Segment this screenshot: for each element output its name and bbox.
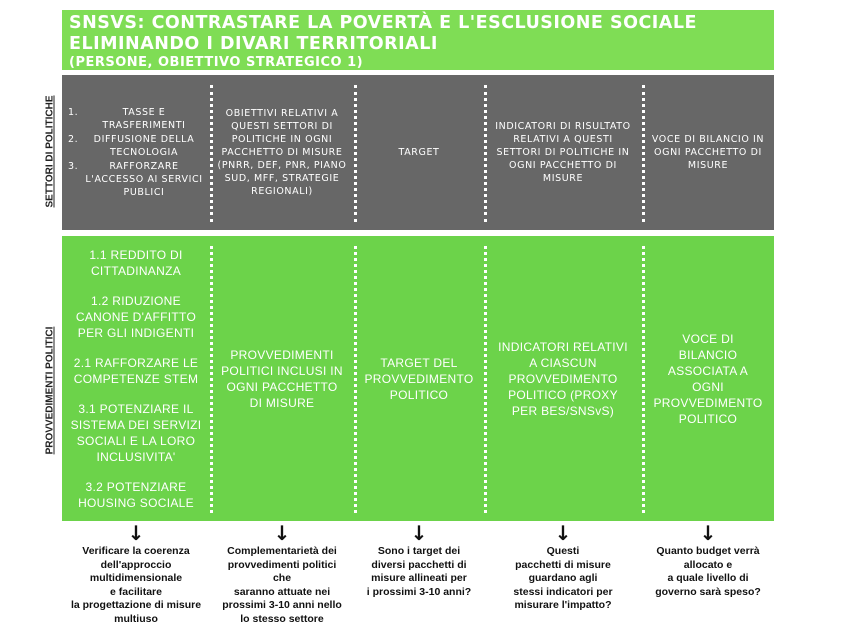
provision-target-text: TARGET DEL PROVVEDIMENTO POLITICO	[364, 355, 474, 402]
dotted-divider	[210, 85, 213, 222]
top-col-budget	[642, 75, 774, 230]
top-col-indicators	[484, 75, 642, 230]
dotted-divider	[484, 246, 487, 513]
arrow-down-icon: ↓	[699, 521, 717, 545]
top-col-target	[354, 75, 484, 230]
policy-measures-band	[62, 236, 774, 521]
footer-note: Complementarietà dei provvedimenti politici che saranno attuate nei prossimi 3-10 anni nello lo stesso settore	[222, 545, 342, 625]
footer-note: Questi pacchetti di misure guardano agli stessi indicatori per misurare l'impatto?	[513, 545, 613, 611]
measure-item: 1.2 RIDUZIONE CANONE D'AFFITTO PER GLI INDIGENTI	[75, 293, 197, 340]
top-col-sectors	[62, 75, 210, 230]
footer-col	[62, 523, 210, 633]
dotted-divider	[484, 85, 487, 222]
title-banner	[62, 10, 774, 70]
footer-questions	[62, 523, 774, 633]
footer-note: Verificare la coerenza dell'approccio multidimensionale e facilitare la progettazione di misure multiuso	[70, 545, 202, 625]
side-label-settori: SETTORI DI POLITICHE	[44, 95, 56, 208]
measure-item: 3.1 POTENZIARE IL SISTEMA DEI SERVIZI SOCIALI E LA LORO INCLUSIVITA'	[70, 401, 202, 464]
arrow-down-icon: ↓	[554, 521, 572, 545]
arrow-down-icon: ↓	[273, 521, 291, 545]
indicators-text: INDICATORI DI RISULTATO RELATIVI A QUESTI SETTORI DI POLITICHE IN OGNI PACCHETTO DI MISURE	[495, 121, 631, 184]
top-col-objectives	[210, 75, 354, 230]
measure-item: 1.1 REDDITO DI CITTADINANZA	[89, 247, 183, 278]
bottom-col-indicators	[484, 236, 642, 521]
bottom-col-measures	[62, 236, 210, 521]
target-text: TARGET	[398, 147, 440, 158]
footer-col	[484, 523, 642, 633]
bottom-col-budget	[642, 236, 774, 521]
provisions-text: PROVVEDIMENTI POLITICI INCLUSI IN OGNI PACCHETTO DI MISURE	[221, 347, 343, 410]
budget-text: VOCE DI BILANCIO IN OGNI PACCHETTO DI MISURE	[651, 134, 765, 171]
dotted-divider	[642, 85, 645, 222]
bottom-col-target	[354, 236, 484, 521]
dotted-divider	[354, 246, 357, 513]
title-line-3: (PERSONE, OBIETTIVO STRATEGICO 1)	[69, 55, 364, 70]
provision-budget-text: VOCE DI BILANCIO ASSOCIATA A OGNI PROVVEDIMENTO POLITICO	[653, 331, 763, 426]
dotted-divider	[642, 246, 645, 513]
footer-note: Quanto budget verrà allocato e a quale livello di governo sarà speso?	[655, 545, 761, 598]
footer-col	[210, 523, 354, 633]
sector-item: 3. RAFFORZARE L'ACCESSO AI SERVICI PUBLICI	[68, 160, 203, 198]
measure-item: 3.2 POTENZIARE HOUSING SOCIALE	[78, 479, 194, 510]
footer-note: Sono i target dei diversi pacchetti di misure allineati per i prossimi 3-10 anni?	[366, 545, 472, 598]
sector-item: 1. TASSE E TRASFERIMENTI	[68, 106, 186, 131]
provision-indicators-text: INDICATORI RELATIVI A CIASCUN PROVVEDIMENTO POLITICO (PROXY PER BES/SNSvS)	[498, 339, 628, 418]
measure-list	[62, 247, 210, 511]
footer-col	[354, 523, 484, 633]
measure-item: 2.1 RAFFORZARE LE COMPETENZE STEM	[73, 355, 199, 386]
arrow-down-icon: ↓	[127, 521, 145, 545]
title-line-2: ELIMINANDO I DIVARI TERRITORIALI	[69, 34, 438, 54]
bottom-col-provisions	[210, 236, 354, 521]
arrow-down-icon: ↓	[410, 521, 428, 545]
side-label-provvedimenti: PROVVEDIMENTI POLITICI	[44, 326, 56, 455]
dotted-divider	[210, 246, 213, 513]
sector-list	[62, 106, 210, 200]
title-line-1: SNSVS: CONTRASTARE LA POVERTÀ E L'ESCLUSIONE SOCIALE	[69, 13, 697, 33]
dotted-divider	[354, 85, 357, 222]
objectives-text: OBIETTIVI RELATIVI A QUESTI SETTORI DI POLITICHE IN OGNI PACCHETTO DI MISURE (PNRR, DEF, PNR, PIANO SUD, MFF, STRATEGIE REGIONALI)	[217, 108, 347, 197]
footer-col	[642, 523, 774, 633]
sector-item: 2. DIFFUSIONE DELLA TECNOLOGIA	[68, 133, 195, 158]
policy-sectors-band	[62, 75, 774, 230]
